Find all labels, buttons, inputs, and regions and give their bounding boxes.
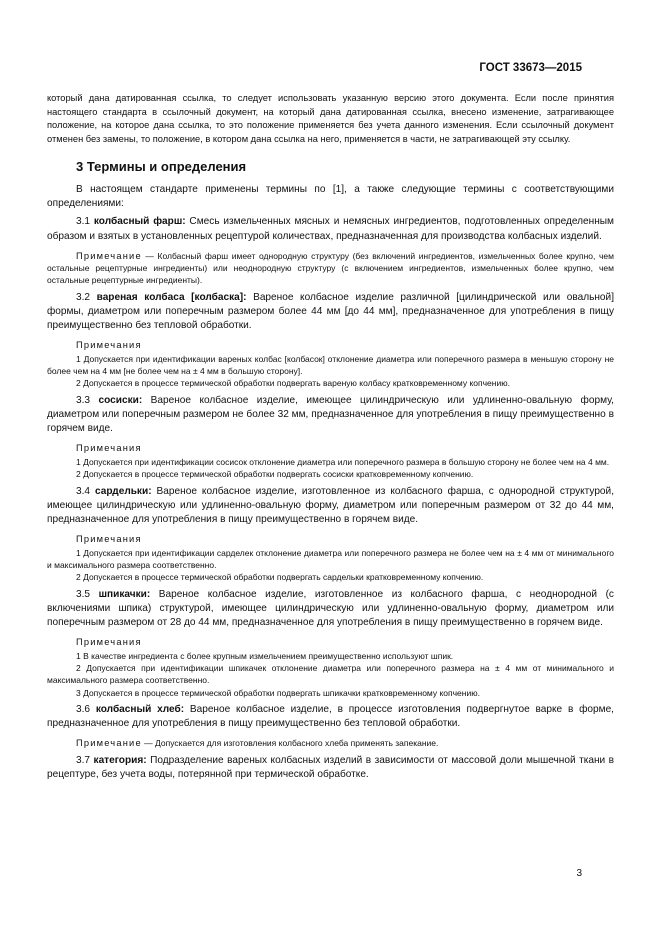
term-number: 3.5 xyxy=(76,588,99,600)
term-number: 3.1 xyxy=(76,216,94,228)
note-label: Примечание xyxy=(76,738,142,749)
note-item: 2 Допускается при идентификации шпикачек отклонение диаметра или поперечного размера на ± 4 мм от минимального и максимального размера соответственно. xyxy=(47,663,614,686)
term-number: 3.3 xyxy=(76,394,99,406)
note-3-1 xyxy=(47,250,614,287)
notes-heading: Примечания xyxy=(76,637,142,648)
term-3-3 xyxy=(47,394,614,437)
notes-heading: Примечания xyxy=(76,340,142,351)
term-definition: Вареное колбасное изделие различной [цилиндрической или овальной] формы, диаметром или поперечным размером более 44 мм [до 44 мм], предназначенное для употребления в пищу преимущественно без тепловой обработки. xyxy=(47,291,614,332)
term-name: колбасный фарш: xyxy=(93,216,186,228)
term-number: 3.7 xyxy=(76,754,94,766)
notes-heading: Примечания xyxy=(76,534,142,545)
note-item: 2 Допускается в процессе термической обработки подвергать вареную колбасу кратковременному копчению. xyxy=(76,378,510,389)
term-definition: Смесь измельченных мясных и немясных ингредиентов, подготовленных определенным образом и взятых в установленных рецептурой количествах, предназначенная для производства колбасных изделий. xyxy=(47,216,614,242)
note-item: 1 Допускается при идентификации вареных колбас [колбасок] отклонение диаметра или поперечного размера в меньшую сторону не более чем на 4 мм [не более чем на ± 4 мм в большую сторону]. xyxy=(47,353,614,377)
term-3-6 xyxy=(47,703,614,731)
term-3-2 xyxy=(47,291,614,334)
term-3-1 xyxy=(47,215,614,243)
term-name: шпикачки: xyxy=(98,588,151,600)
notes-heading: Примечания xyxy=(76,443,142,454)
term-3-5 xyxy=(47,588,614,631)
term-name: вареная колбаса [колбаска]: xyxy=(96,291,247,303)
term-name: колбасный хлеб: xyxy=(95,704,185,716)
document-body xyxy=(47,92,614,782)
term-number: 3.2 xyxy=(76,291,97,303)
note-item: 1 Допускается при идентификации сарделек отклонение диаметра или поперечного размера не более чем на ± 4 мм от минимального и максимального размера соответственно. xyxy=(47,547,614,571)
term-definition: Вареное колбасное изделие, изготовленное из колбасного фарша, с однородной структурой, имеющее цилиндрическую или удлиненно-овальную форму, диаметром или поперечным размером от 32 до 44 мм, предназначенное для употребления в пищу преимущественно в горячем виде. xyxy=(47,485,614,525)
intro-paragraph: который дана датированная ссылка, то следует использовать указанную версию этого документа. Если после принятия настоящего стандарта в ссылочный документ, на который дана датированная ссылка, внесено изменение, затрагивающее положение, на которое дана ссылка, то это положение применяется без учета данного изменения. Если ссылочный документ отменен без замены, то положение, в котором дана ссылка на него, применяется в части, не затрагивающей эту ссылку. xyxy=(47,93,614,144)
document-id: ГОСТ 33673—2015 xyxy=(479,62,582,74)
term-3-7 xyxy=(47,754,614,782)
term-number: 3.6 xyxy=(76,704,96,716)
term-definition: Вареное колбасное изделие, имеющее цилиндрическую или удлиненно-овальную форму, диаметром или поперечным размером не более 32 мм, предназначенное для употребления в пищу преимущественно в горячем виде. xyxy=(47,394,614,435)
note-text: — Колбасный фарш имеет однородную структуру (без включений ингредиентов, измельченных более крупно, чем остальные рецептурные ингредиенты) или неоднородную структуру (с включением ингредиентов, измельченных более крупно, чем остальные рецептурные ингредиенты). xyxy=(47,250,614,286)
note-text: — Допускается для изготовления колбасного хлеба применять запекание. xyxy=(141,738,439,749)
note-item: 1 В качестве ингредиента с более крупным измельчением преимущественно используют шпик. xyxy=(76,650,454,661)
term-definition: Вареное колбасное изделие, в процессе изготовления подвергнутое варке в форме, предназначенное для употребления в пищу преимущественно без тепловой обработки. xyxy=(47,704,614,730)
section-lead: В настоящем стандарте применены термины по [1], а также следующие термины с соответствующими определениями: xyxy=(47,183,614,210)
note-3-6 xyxy=(47,737,614,749)
term-name: сардельки: xyxy=(95,485,152,497)
term-definition: Вареное колбасное изделие, изготовленное из колбасного фарша, с неоднородной (с включениями шпика) структурой, имеющее цилиндрическую или удлиненно-овальную форму, диаметром или поперечным размером от 28 до 44 мм, предназначенное для употребления в пищу преимущественно в горячем виде. xyxy=(47,588,614,629)
note-item: 2 Допускается в процессе термической обработки подвергать сардельки кратковременному копчению. xyxy=(76,572,484,583)
note-item: 2 Допускается в процессе термической обработки подвергать сосиски кратковременному копчению. xyxy=(76,469,474,480)
term-3-4 xyxy=(47,485,614,528)
term-name: сосиски: xyxy=(98,394,143,406)
page-number: 3 xyxy=(576,868,582,879)
note-item: 1 Допускается при идентификации сосисок отклонение диаметра или поперечного размера в большую сторону не более чем на 4 мм. xyxy=(76,456,610,467)
term-number: 3.4 xyxy=(76,485,96,497)
term-name: категория: xyxy=(93,754,147,766)
section-title: 3 Термины и определения xyxy=(76,159,247,175)
note-label: Примечание xyxy=(76,250,142,261)
term-definition: Подразделение вареных колбасных изделий в зависимости от массовой доли мышечной ткани в рецептуре, без учета воды, потерянной при термической обработке. xyxy=(47,754,615,780)
note-item: 3 Допускается в процессе термической обработки подвергать шпикачки кратковременному копчению. xyxy=(76,687,480,698)
